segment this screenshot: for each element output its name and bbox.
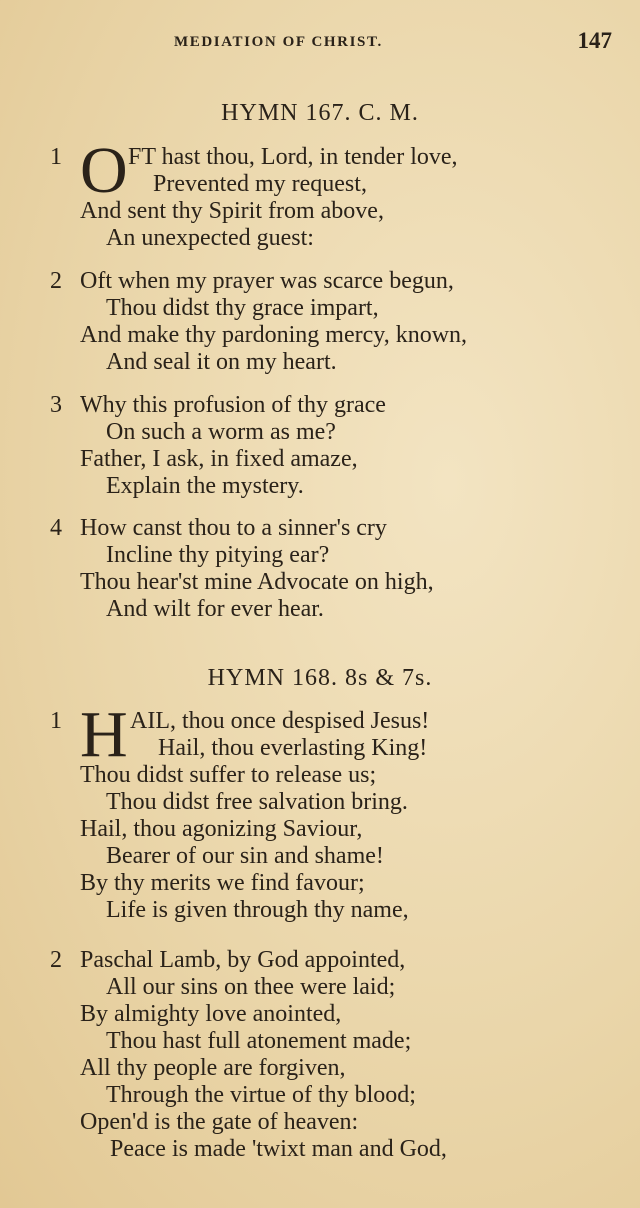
verse-line: And make thy pardoning mercy, known, [80,322,468,348]
page-header [0,28,640,60]
verse-line: Explain the mystery. [106,473,304,499]
verse-number: 2 [50,268,62,294]
verse-line: AIL, thou once despised Jesus! [130,708,430,734]
drop-cap: H [80,698,128,771]
verse-line: Why this profusion of thy grace [80,392,386,418]
verse-line: By thy merits we find favour; [80,870,365,896]
verse-line: All our sins on thee were laid; [106,974,396,1000]
verse-line: Thou didst thy grace impart, [106,295,379,321]
verse-number: 2 [50,947,62,973]
running-head: MEDIATION OF CHRIST. [174,34,383,50]
hymn-167-title: HYMN 167. C. M. [221,100,419,126]
verse-line: Hail, thou everlasting King! [158,735,428,761]
verse-number: 1 [50,144,62,170]
verse-line: Incline thy pitying ear? [106,542,330,568]
verse-line: FT hast thou, Lord, in tender love, [128,144,458,170]
verse-line: Peace is made 'twixt man and God, [110,1136,447,1162]
verse-number: 1 [50,708,62,734]
verse-line: An unexpected guest: [106,225,314,251]
verse-line: Life is given through thy name, [106,897,409,923]
verse-line: Thou didst free salvation bring. [106,789,408,815]
verse-number: 4 [50,515,62,541]
verse-line: And wilt for ever hear. [106,596,324,622]
verse-line: Thou hear'st mine Advocate on high, [80,569,434,595]
verse-line: All thy people are forgiven, [80,1055,346,1081]
verse-line: How canst thou to a sinner's cry [80,515,387,541]
page-number: 147 [577,28,612,53]
verse-line: Bearer of our sin and shame! [106,843,384,869]
verse-line: Thou hast full atonement made; [106,1028,412,1054]
verse-line: Father, I ask, in fixed amaze, [80,446,358,472]
verse-line: Paschal Lamb, by God appointed, [80,947,406,973]
verse-line: On such a worm as me? [106,419,336,445]
verse-line: Thou didst suffer to release us; [80,762,377,788]
verse-line: By almighty love anointed, [80,1001,342,1027]
verse-number: 3 [50,392,62,418]
verse-line: Open'd is the gate of heaven: [80,1109,359,1135]
verse-line: And sent thy Spirit from above, [80,198,384,224]
verse-line: And seal it on my heart. [106,349,337,375]
drop-cap: O [80,134,128,207]
verse-line: Oft when my prayer was scarce begun, [80,268,454,294]
verse-line: Hail, thou agonizing Saviour, [80,816,363,842]
hymn-168-title: HYMN 168. 8s & 7s. [207,665,433,691]
verse-line: Prevented my request, [153,171,367,197]
verse-line: Through the virtue of thy blood; [106,1082,416,1108]
